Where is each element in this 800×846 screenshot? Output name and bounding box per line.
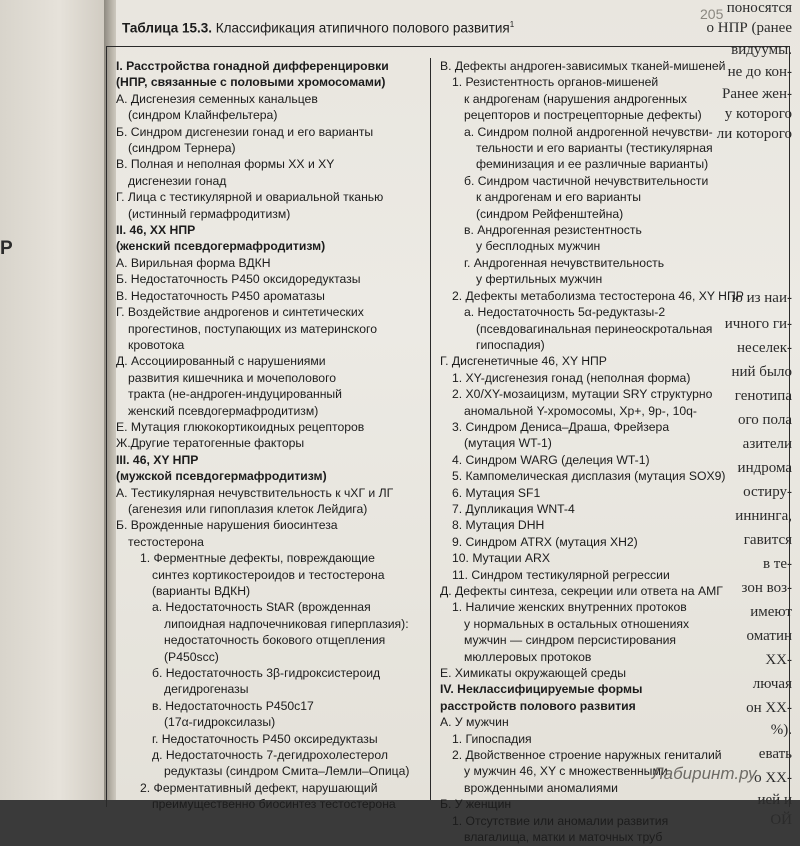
table-line: (синдром Тернера) xyxy=(128,141,236,156)
table-line: IV. Неклассифицируемые формы xyxy=(440,682,643,697)
table-line: (мутация WT-1) xyxy=(464,436,552,451)
table-line: мюллеровых протоков xyxy=(464,649,592,664)
table-line: женский псевдогермафродитизм) xyxy=(128,403,319,418)
left-page-fragment: ли которого xyxy=(716,126,792,142)
left-page-fragment: оматин xyxy=(746,628,792,644)
table-line: к андрогенам (нарушения андрогенных xyxy=(464,91,687,106)
left-page-fragment: азители xyxy=(742,436,792,452)
table-line: (синдром Рейфенштейна) xyxy=(476,206,624,221)
column-divider xyxy=(430,58,431,800)
left-page-fragment: ОЙ xyxy=(770,812,792,828)
table-line: Б. У женщин xyxy=(440,797,512,812)
table-line: развития кишечника и мочеполового xyxy=(128,370,337,385)
table-line: дегидрогеназы xyxy=(164,682,249,697)
table-line: А. У мужчин xyxy=(440,715,509,730)
left-page-fragment: имеют xyxy=(750,604,792,620)
table-line: 8. Мутация DHH xyxy=(452,518,545,533)
table-line: рецепторов и пострецепторные дефекты) xyxy=(464,108,702,123)
left-page-fragment: зон воз- xyxy=(741,580,792,596)
watermark-logo: Лабиринт.ру xyxy=(652,764,757,783)
left-page-fragment: поносятся xyxy=(726,0,792,16)
left-page-fragment: Ранее жен- xyxy=(722,86,792,102)
table-line: (варианты ВДКН) xyxy=(152,584,251,598)
table-line: А. Дисгенезия семенных канальцев xyxy=(116,91,318,106)
table-line: Г. Лица с тестикулярной и овариальной тканью xyxy=(116,190,384,205)
table-line: 1. Отсутствие или аномалии развития xyxy=(452,813,669,828)
table-line: 1. Гипоспадия xyxy=(452,731,532,746)
table-line: (псевдовагинальная перинеоскротальная xyxy=(476,321,713,336)
table-line: феминизация и ее различные варианты) xyxy=(476,157,709,172)
table-line: а. Недостаточность StAR (врожденная xyxy=(152,600,371,615)
table-line: врожденными аномалиями xyxy=(464,780,618,795)
left-page-fragment: у которого xyxy=(724,106,792,122)
table-line: Ж.Другие тератогенные факторы xyxy=(116,436,305,451)
left-page-fragment: ю из наи- xyxy=(731,290,792,306)
caption-text: Классификация атипичного полового развития xyxy=(212,20,510,36)
table-line: 2. X0/XY-мозаицизм, мутации SRY структурно xyxy=(452,387,713,402)
table-line: 2. Дефекты метаболизма тестостерона 46, XY НПР xyxy=(452,288,744,303)
table-line: (истинный гермафродитизм) xyxy=(128,206,291,221)
left-page-fragment: видуумы. xyxy=(731,42,792,58)
table-line: Г. Дисгенетичные 46, XY НПР xyxy=(440,354,607,369)
left-page-fragment: в те- xyxy=(762,556,792,572)
table-caption xyxy=(122,20,514,36)
table-line: к андрогенам и его варианты xyxy=(476,190,641,205)
left-page-fragment: %). xyxy=(770,722,792,738)
left-page-fragment: XX- xyxy=(765,652,792,668)
table-line: 2. Двойственное строение наружных гениталий xyxy=(452,748,722,763)
left-page-fragment: ией и xyxy=(757,792,792,808)
left-page-fragment: ний было xyxy=(731,364,792,380)
table-line: кровотока xyxy=(128,337,185,352)
table-line: Б. Врожденные нарушения биосинтеза xyxy=(116,518,338,533)
table-left-column xyxy=(116,58,428,813)
table-line: 1. Резистентность органов-мишеней xyxy=(452,75,659,90)
table-line: у бесплодных мужчин xyxy=(476,239,601,254)
table-line: Г. Воздействие андрогенов и синтетических xyxy=(116,305,364,320)
left-page-fragment: лючая xyxy=(752,676,792,692)
table-line: (P450scc) xyxy=(164,649,219,664)
table-line: редуктазы (синдром Смита–Лемли–Опица) xyxy=(164,764,410,779)
table-line: 9. Синдром ATRX (мутация XH2) xyxy=(452,534,638,549)
table-line: Б. Синдром дисгенезии гонад и его варианты xyxy=(116,124,374,139)
table-line: 10. Мутации ARX xyxy=(452,551,550,566)
left-page xyxy=(0,0,108,800)
table-line: 5. Кампомелическая дисплазия (мутация SOX9) xyxy=(452,469,726,484)
table-right-column xyxy=(440,58,792,846)
table-line: липоидная надпочечниковая гиперплазия): xyxy=(164,616,409,631)
table-line: расстройств полового развития xyxy=(440,698,636,713)
table-line: (женский псевдогермафродитизм) xyxy=(116,239,326,254)
left-page-fragment: ичного ги- xyxy=(724,316,792,332)
table-line: г. Недостаточность Р450 оксиредуктазы xyxy=(152,731,378,746)
table-line: преимущественно биосинтез тестостерона xyxy=(152,797,396,812)
table-line: мужчин — синдром персистирования xyxy=(464,633,677,648)
table-line: 1. Наличие женских внутренних протоков xyxy=(452,600,687,615)
table-line: аномальной Y-хромосомы, Xp+, 9p-, 10q- xyxy=(464,403,697,418)
table-line: 2. Ферментативный дефект, нарушающий xyxy=(140,780,378,795)
table-line: в. Андрогенная резистентность xyxy=(464,223,642,238)
table-line: Е. Химикаты окружающей среды xyxy=(440,666,627,681)
page-number: 205 xyxy=(700,6,724,22)
table-line: 3. Синдром Дениса–Драша, Фрейзера xyxy=(452,419,670,434)
left-page-fragment: о XX- xyxy=(754,770,792,786)
left-page-fragment: неселек- xyxy=(737,340,792,356)
table-line: недостаточность бокового отщепления xyxy=(164,633,386,648)
table-line: б. Синдром частичной нечувствительности xyxy=(464,173,709,188)
table-line: 1. Ферментные дефекты, повреждающие xyxy=(140,551,375,566)
table-line: гипоспадия) xyxy=(476,337,545,352)
table-line: г. Андрогенная нечувствительность xyxy=(464,255,665,270)
table-line: синтез кортикостероидов и тестостерона xyxy=(152,567,385,582)
table-line: (синдром Клайнфельтера) xyxy=(128,108,278,123)
table-line: (НПР, связанные с половыми хромосомами) xyxy=(116,75,386,90)
left-page-fragment: о НПР (ранее xyxy=(706,20,792,36)
table-line: 4. Синдром WARG (делеция WT-1) xyxy=(452,452,650,467)
table-line: 7. Дупликация WNT-4 xyxy=(452,501,575,516)
left-page-fragment: ого пола xyxy=(737,412,792,428)
table-line: д. Недостаточность 7-дегидрохолестерол xyxy=(152,748,388,763)
table-line: 1. XY-дисгенезия гонад (неполная форма) xyxy=(452,370,691,385)
left-page-fragment: остиру- xyxy=(743,484,792,500)
table-line: (17α-гидроксилазы) xyxy=(164,715,276,730)
table-line: у фертильных мужчин xyxy=(476,272,603,287)
left-page-fragment: Р xyxy=(0,238,13,259)
table-line: тракта (не-андроген-индуцированный xyxy=(128,387,342,402)
table-line: В. Недостаточность Р450 ароматазы xyxy=(116,288,325,303)
left-page-fragment: гавится xyxy=(743,532,792,548)
table-line: а. Недостаточность 5α-редуктазы-2 xyxy=(464,305,666,320)
table-line: А. Вирильная форма ВДКН xyxy=(116,255,271,270)
table-line: у мужчин 46, XY с множественными xyxy=(464,764,668,779)
left-page-fragment: не до кон- xyxy=(727,64,792,80)
table-line: б. Недостаточность 3β-гидроксистероид xyxy=(152,666,381,681)
left-page-fragment: индрома xyxy=(737,460,792,476)
table-line: в. Недостаточность Р450с17 xyxy=(152,698,314,713)
table-line: В. Дефекты андроген-зависимых тканей-мишеней xyxy=(440,59,726,73)
table-line: I. Расстройства гонадной дифференцировки xyxy=(116,59,389,73)
table-line: тельности и его варианты (тестикулярная xyxy=(476,141,713,156)
table-line: Е. Мутация глюкокортикоидных рецепторов xyxy=(116,419,365,434)
table-line: II. 46, XX НПР xyxy=(116,223,196,238)
table-line: Д. Дефекты синтеза, секреции или ответа на АМГ xyxy=(440,584,723,598)
table-line: Д. Ассоциированный с нарушениями xyxy=(116,354,326,369)
table-line: III. 46, XY НПР xyxy=(116,452,199,467)
table-line: А. Тестикулярная нечувствительность к чХГ и ЛГ xyxy=(116,485,394,500)
table-line: (мужской псевдогермафродитизм) xyxy=(116,469,327,484)
left-page-fragment: он ХХ- xyxy=(746,700,792,716)
table-line: 11. Синдром тестикулярной регрессии xyxy=(452,567,670,582)
left-page-fragment: евать xyxy=(758,746,792,762)
table-line: 6. Мутация SF1 xyxy=(452,485,541,500)
table-line: В. Полная и неполная формы XX и XY xyxy=(116,157,335,172)
table-line: Б. Недостаточность Р450 оксидоредуктазы xyxy=(116,272,361,287)
table-line: у нормальных в остальных отношениях xyxy=(464,616,690,631)
table-line: (агенезия или гипоплазия клеток Лейдига) xyxy=(128,501,368,516)
left-page-fragment: иннинга, xyxy=(735,508,792,524)
table-line: прогестинов, поступающих из материнского xyxy=(128,321,377,336)
caption-label: Таблица 15.3. xyxy=(122,20,213,36)
table-line: а. Синдром полной андрогенной нечувстви- xyxy=(464,124,713,139)
caption-note: 1 xyxy=(509,20,515,29)
table-line: дисгенезии гонад xyxy=(128,173,227,188)
table-line: тестостерона xyxy=(128,534,204,549)
left-page-fragment: генотипа xyxy=(734,388,792,404)
table-line: влагалища, матки и маточных труб xyxy=(464,830,663,845)
